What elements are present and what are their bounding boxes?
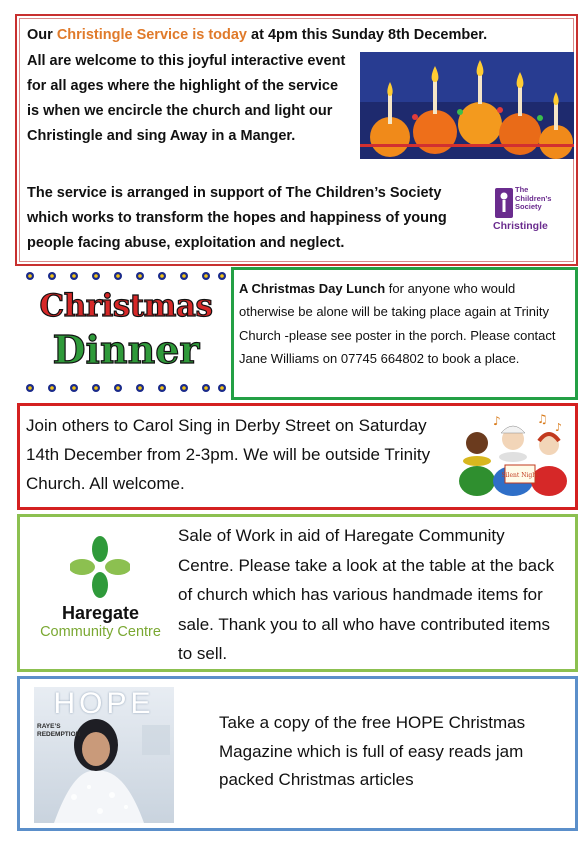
music-note-icon: ♫ bbox=[537, 412, 548, 426]
logo-line-3: Society bbox=[515, 202, 542, 211]
carol-singers-image bbox=[455, 411, 570, 496]
christmas-dinner-graphic bbox=[22, 268, 230, 396]
carol-book-label: Silent Night bbox=[501, 472, 539, 479]
sale-of-work-notice bbox=[17, 514, 578, 672]
logo-line-2: Children’s bbox=[515, 193, 552, 203]
haregate-logo-name: Haregate bbox=[61, 603, 140, 623]
haregate-logo-subtitle: Community Centre bbox=[40, 624, 161, 640]
childrens-society-icon bbox=[495, 188, 513, 218]
music-note-icon: ♪ bbox=[493, 414, 501, 428]
haregate-leaf-icon bbox=[70, 535, 130, 599]
lunch-body: for anyone who would otherwise be alone will be taking place again at Trinity Church -please see poster in the porch. Please contact Jane Williams on 07745 664802 to book a place. bbox=[239, 281, 556, 366]
carol-singing-notice bbox=[17, 403, 578, 510]
christingle-support: The service is arranged in support of The Children’s Society which works to transform the hopes and happiness of young people facing abuse, exploitation and neglect. bbox=[27, 185, 447, 251]
intro-highlight: Christingle Service is today bbox=[56, 27, 247, 43]
childrens-society-logo bbox=[493, 186, 571, 236]
hope-cover-title: HOPE bbox=[53, 687, 155, 720]
lunch-bold: A Christmas Day Lunch bbox=[239, 281, 386, 296]
haregate-logo bbox=[38, 535, 163, 640]
hope-magazine-cover bbox=[34, 687, 174, 823]
childrens-society-text bbox=[515, 186, 551, 212]
dinner-title-word-2: Dinner bbox=[52, 327, 200, 372]
intro-suffix: at 4pm this Sunday 8th December. bbox=[247, 27, 488, 43]
christmas-lunch-notice bbox=[231, 267, 578, 400]
hope-cover-headline: RAYE’S REDEMPTION bbox=[37, 723, 81, 738]
lunch-text bbox=[239, 277, 569, 370]
music-note-icon: ♪ bbox=[555, 421, 563, 434]
dinner-title-word-1: Christmas bbox=[39, 288, 213, 324]
hope-magazine-notice bbox=[17, 676, 578, 831]
christingle-candles-image bbox=[360, 52, 574, 159]
logo-line-1: The bbox=[515, 185, 529, 194]
christingle-logo-word: Christingle bbox=[493, 220, 548, 232]
carol-text: Join others to Carol Sing in Derby Street on Saturday 14th December from 2-3pm. We will be outside Trinity Church. All welcome. bbox=[26, 416, 431, 493]
christingle-intro bbox=[27, 25, 567, 46]
sale-text: Sale of Work in aid of Haregate Community Centre. Please take a look at the table at the back of church which has various handmade items for sale. Thank you to all who have contributed items to sell. bbox=[178, 526, 555, 663]
hope-text: Take a copy of the free HOPE Christmas Magazine which is full of easy reads jam packed Christmas articles bbox=[219, 713, 526, 789]
christingle-body: All are welcome to this joyful interactive event for all ages where the highlight of the service is when we encircle the church and light our Christingle and sing Away in a Manger. bbox=[27, 53, 346, 144]
intro-prefix: Our bbox=[27, 27, 57, 43]
christingle-notice bbox=[15, 14, 578, 266]
